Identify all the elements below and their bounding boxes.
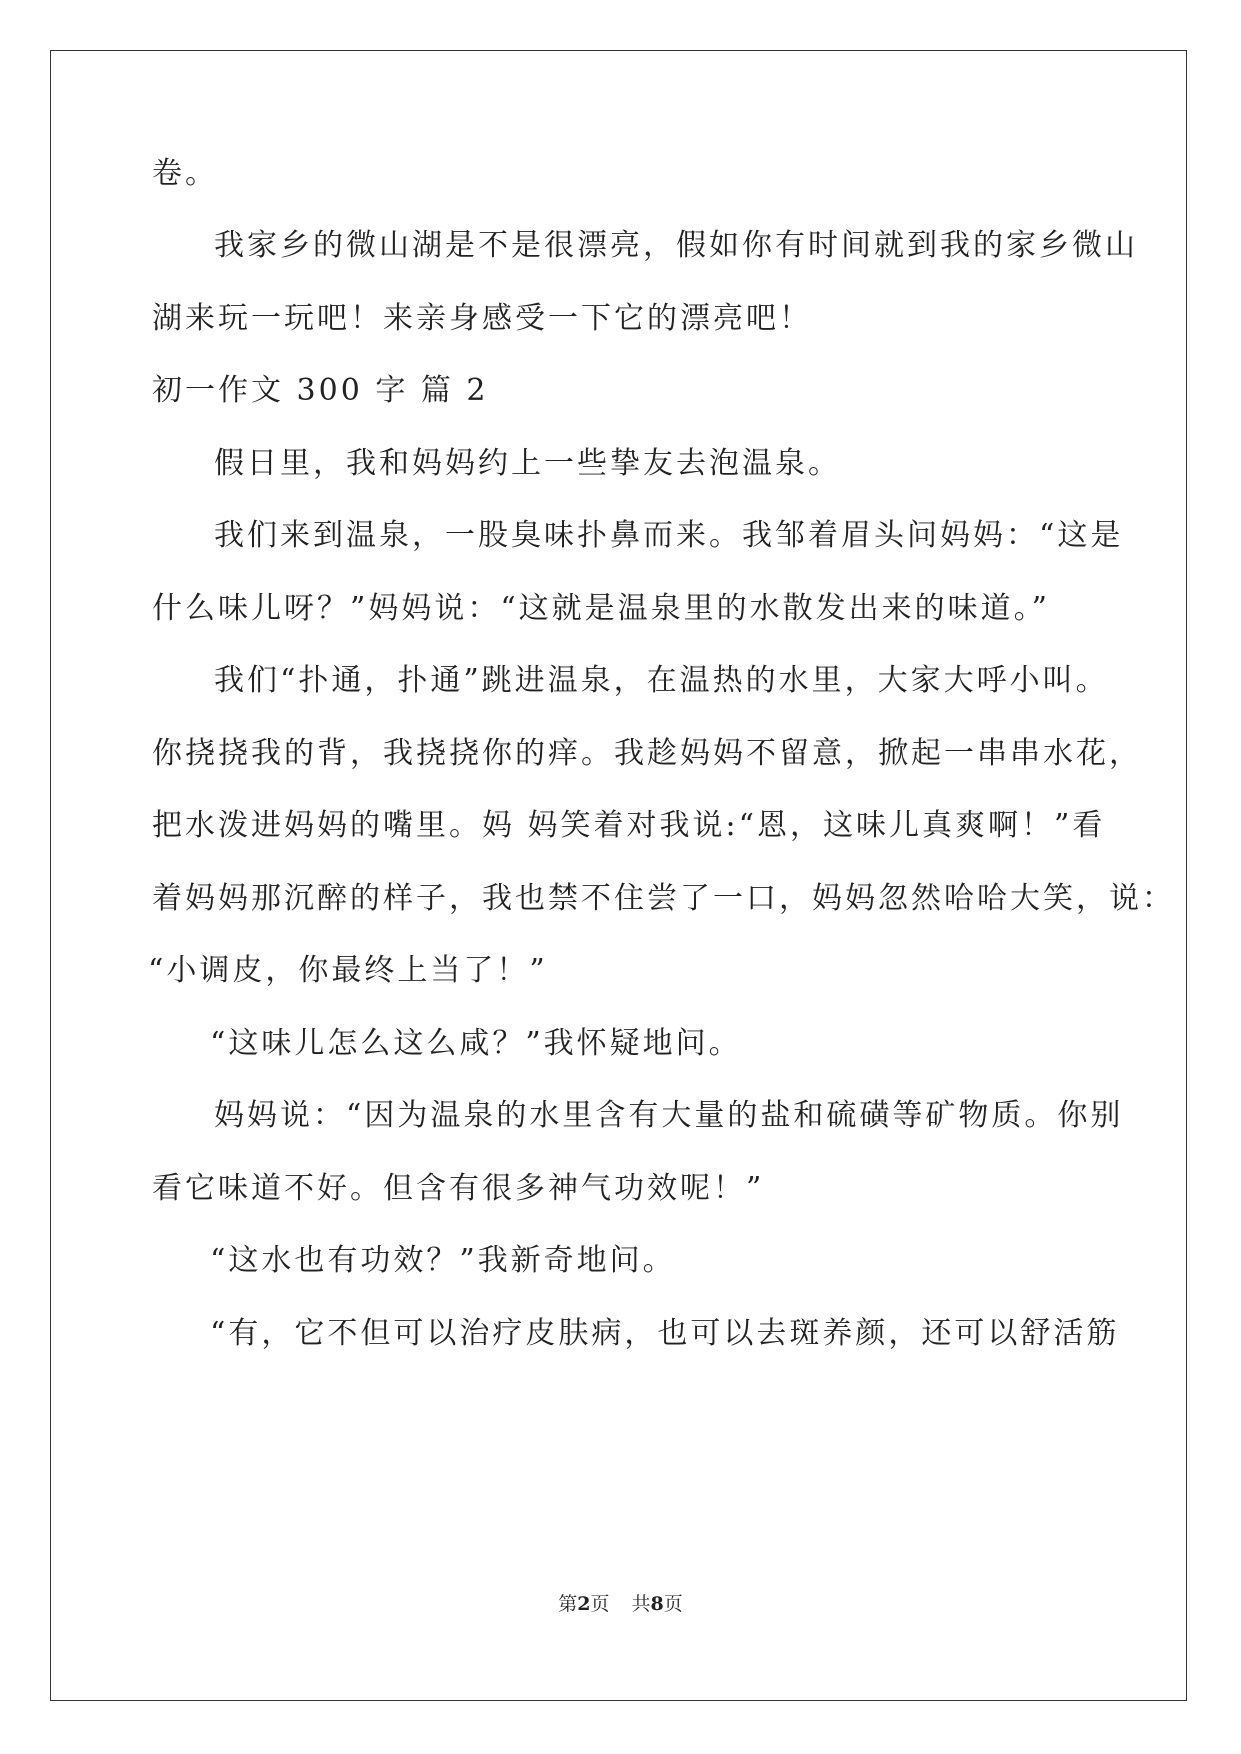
total-suffix: 页	[663, 1593, 683, 1615]
text-line: 你挠挠我的背，我挠挠你的痒。我趁妈妈不留意，掀起一串串水花，	[152, 736, 1142, 771]
paragraph-start: 我们“扑通，扑通”跳进温泉，在温热的水里，大家大呼小叫。	[214, 663, 1109, 698]
paragraph-start: 假日里，我和妈妈约上一些挚友去泡温泉。	[214, 446, 841, 481]
page-frame	[50, 50, 1187, 1701]
total-pages: 8	[650, 1593, 664, 1615]
text-line: 看它味道不好。但含有很多神气功效呢！”	[152, 1171, 765, 1206]
paragraph-start: “这水也有功效？”我新奇地问。	[210, 1243, 676, 1278]
text-line: 什么味儿呀？”妈妈说：“这就是温泉里的水散发出来的味道。”	[152, 591, 1051, 626]
page-number: 2	[577, 1593, 591, 1615]
paragraph-start: 我们来到温泉，一股臭味扑鼻而来。我邹着眉头问妈妈：“这是	[214, 518, 1124, 553]
total-prefix: 共	[631, 1593, 651, 1615]
text-line: 把水泼进妈妈的嘴里。妈 妈笑着对我说:“恩，这味儿真爽啊！”看	[152, 808, 1106, 843]
paragraph-start: “这味儿怎么这么咸？”我怀疑地问。	[210, 1026, 742, 1061]
text-line: 着妈妈那沉醉的样子，我也禁不住尝了一口，妈妈忽然哈哈大笑，说：	[152, 881, 1175, 916]
paragraph-start: 妈妈说：“因为温泉的水里含有大量的盐和硫磺等矿物质。你别	[214, 1098, 1124, 1133]
text-line: 湖来玩一玩吧！来亲身感受一下它的漂亮吧！	[152, 301, 812, 336]
text-line: “小调皮，你最终上当了！”	[148, 953, 548, 988]
page-prefix: 第	[558, 1593, 578, 1615]
section-heading: 初一作文 300 字 篇 2	[152, 373, 489, 408]
page-footer	[0, 1592, 1241, 1616]
paragraph-start: “有，它不但可以治疗皮肤病，也可以去斑养颜，还可以舒活筋	[210, 1316, 1120, 1351]
page-suffix: 页	[590, 1593, 610, 1615]
text-line: 卷。	[152, 156, 218, 191]
paragraph-start: 我家乡的微山湖是不是很漂亮，假如你有时间就到我的家乡微山	[214, 228, 1138, 263]
